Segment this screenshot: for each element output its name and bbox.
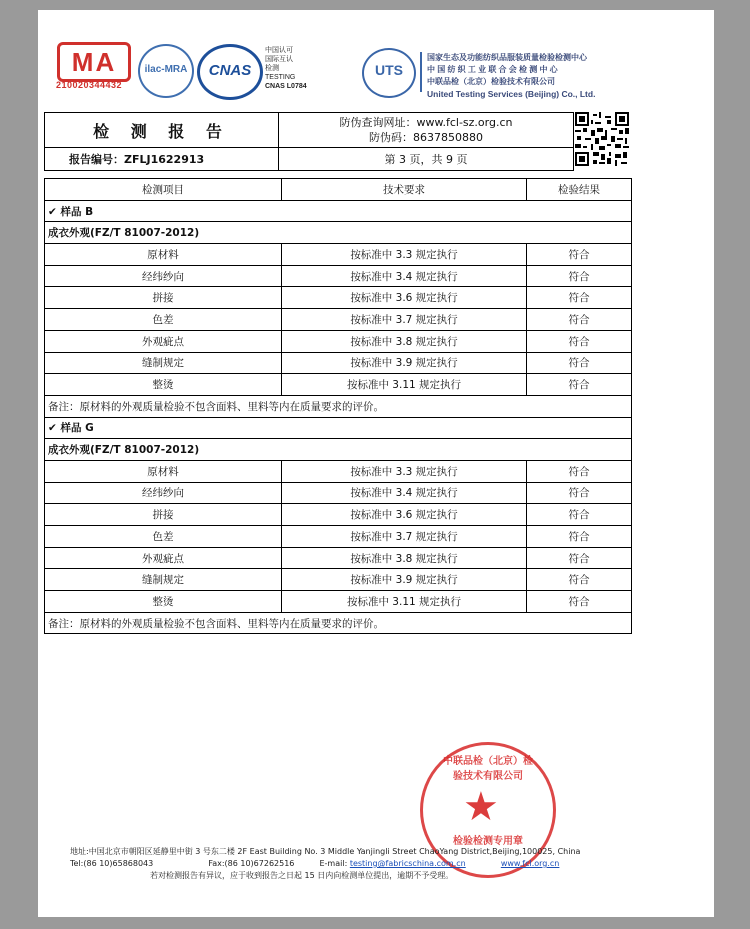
requirement-cell: 按标准中 3.6 规定执行 <box>282 287 527 309</box>
table-row <box>45 526 632 548</box>
sample-label: ✔ 样品 B <box>45 200 632 222</box>
item-cell: 拼接 <box>45 504 282 526</box>
verify-info: 防伪查询网址：www.fcl-sz.org.cn 防伪码：8637850880 <box>279 113 574 148</box>
item-cell: 色差 <box>45 309 282 331</box>
sample-row <box>45 200 632 222</box>
requirement-cell: 按标准中 3.9 规定执行 <box>282 569 527 591</box>
footer-contact: Tel:(86 10)65868043 Fax:(86 10)67262516 E-mail: testing@fabricschina.com.cn www.fcl.org.cn <box>70 859 560 868</box>
report-header-table <box>44 112 574 171</box>
table-row <box>45 482 632 504</box>
sample-row <box>45 417 632 439</box>
table-row <box>45 504 632 526</box>
table-row <box>45 374 632 396</box>
cnas-caption: 中国认可 国际互认 检测 TESTING CNAS L0784 <box>265 47 307 90</box>
ma-logo: MA <box>57 42 131 82</box>
standard-label: 成衣外观(FZ/T 81007-2012) <box>45 439 632 461</box>
sample-label: ✔ 样品 G <box>45 417 632 439</box>
item-cell: 经纬纱向 <box>45 482 282 504</box>
report-title: 检 测 报 告 <box>45 113 279 148</box>
result-cell: 符合 <box>527 374 632 396</box>
result-cell: 符合 <box>527 526 632 548</box>
requirement-cell: 按标准中 3.4 规定执行 <box>282 265 527 287</box>
seal-star-icon: ★ <box>463 784 499 830</box>
table-row <box>45 265 632 287</box>
table-header-row <box>45 179 632 201</box>
table-row <box>45 591 632 613</box>
website-link[interactable]: www.fcl.org.cn <box>500 859 560 868</box>
email-link[interactable]: testing@fabricschina.com.cn <box>349 859 466 868</box>
requirement-cell: 按标准中 3.3 规定执行 <box>282 460 527 482</box>
result-cell: 符合 <box>527 591 632 613</box>
result-cell: 符合 <box>527 504 632 526</box>
footer-notice: 若对检测报告有异议，应于收到报告之日起 15 日内向检测单位提出，逾期不予受理。 <box>150 871 454 880</box>
seal-bottom-text: 检验检测专用章 <box>453 836 523 847</box>
table-row <box>45 569 632 591</box>
result-cell: 符合 <box>527 569 632 591</box>
results-table <box>44 178 632 634</box>
footer <box>70 846 580 882</box>
requirement-cell: 按标准中 3.7 规定执行 <box>282 309 527 331</box>
note-cell: 备注：原材料的外观质量检验不包含面料、里料等内在质量要求的评价。 <box>45 612 632 634</box>
standard-row <box>45 439 632 461</box>
requirement-cell: 按标准中 3.6 规定执行 <box>282 504 527 526</box>
item-cell: 缝制规定 <box>45 569 282 591</box>
uts-logo: UTS <box>362 48 416 98</box>
report-number: 报告编号：ZFLJ1622913 <box>45 148 279 171</box>
result-cell: 符合 <box>527 547 632 569</box>
result-cell: 符合 <box>527 287 632 309</box>
note-cell: 备注：原材料的外观质量检验不包含面料、里料等内在质量要求的评价。 <box>45 395 632 417</box>
item-cell: 原材料 <box>45 460 282 482</box>
table-row <box>45 309 632 331</box>
result-cell: 符合 <box>527 482 632 504</box>
header-divider <box>420 52 422 92</box>
item-cell: 外观疵点 <box>45 330 282 352</box>
requirement-cell: 按标准中 3.8 规定执行 <box>282 547 527 569</box>
table-row <box>45 287 632 309</box>
institute-name: 国家生态及功能纺织品服装质量检验检测中心 中 国 纺 织 工 业 联 合 会 检 测 中 心 中联品检（北京）检验技术有限公司 United Testing Services (Beijing) Co., Ltd. <box>427 53 596 99</box>
item-cell: 整烫 <box>45 591 282 613</box>
result-cell: 符合 <box>527 309 632 331</box>
table-row <box>45 244 632 266</box>
item-cell: 拼接 <box>45 287 282 309</box>
col-header-item: 检测项目 <box>45 179 282 201</box>
item-cell: 缝制规定 <box>45 352 282 374</box>
requirement-cell: 按标准中 3.8 规定执行 <box>282 330 527 352</box>
table-row <box>45 352 632 374</box>
table-row <box>45 547 632 569</box>
item-cell: 整烫 <box>45 374 282 396</box>
requirement-cell: 按标准中 3.9 规定执行 <box>282 352 527 374</box>
requirement-cell: 按标准中 3.4 规定执行 <box>282 482 527 504</box>
note-row <box>45 395 632 417</box>
requirement-cell: 按标准中 3.3 规定执行 <box>282 244 527 266</box>
result-cell: 符合 <box>527 352 632 374</box>
standard-row <box>45 222 632 244</box>
standard-label: 成衣外观(FZ/T 81007-2012) <box>45 222 632 244</box>
requirement-cell: 按标准中 3.11 规定执行 <box>282 374 527 396</box>
result-cell: 符合 <box>527 460 632 482</box>
requirement-cell: 按标准中 3.7 规定执行 <box>282 526 527 548</box>
footer-address: 地址:中国北京市朝阳区延静里中街 3 号东二楼 2F East Building No. 3 Middle Yanjingli Street ChaoYang District,Beijing,100025, China <box>70 847 581 856</box>
table-row <box>45 460 632 482</box>
ma-number: 210020344432 <box>56 80 123 90</box>
item-cell: 色差 <box>45 526 282 548</box>
seal-top-text: 中联品检（北京）检验技术有限公司 <box>443 756 533 782</box>
item-cell: 经纬纱向 <box>45 265 282 287</box>
page-info: 第 3 页，共 9 页 <box>279 148 574 171</box>
col-header-result: 检验结果 <box>527 179 632 201</box>
item-cell: 原材料 <box>45 244 282 266</box>
ilac-mra-logo: ilac-MRA <box>138 44 194 98</box>
result-cell: 符合 <box>527 265 632 287</box>
qr-code[interactable] <box>575 112 629 166</box>
cnas-logo: CNAS <box>197 44 263 100</box>
note-row <box>45 612 632 634</box>
result-cell: 符合 <box>527 330 632 352</box>
item-cell: 外观疵点 <box>45 547 282 569</box>
table-row <box>45 330 632 352</box>
col-header-requirement: 技术要求 <box>282 179 527 201</box>
result-cell: 符合 <box>527 244 632 266</box>
requirement-cell: 按标准中 3.11 规定执行 <box>282 591 527 613</box>
